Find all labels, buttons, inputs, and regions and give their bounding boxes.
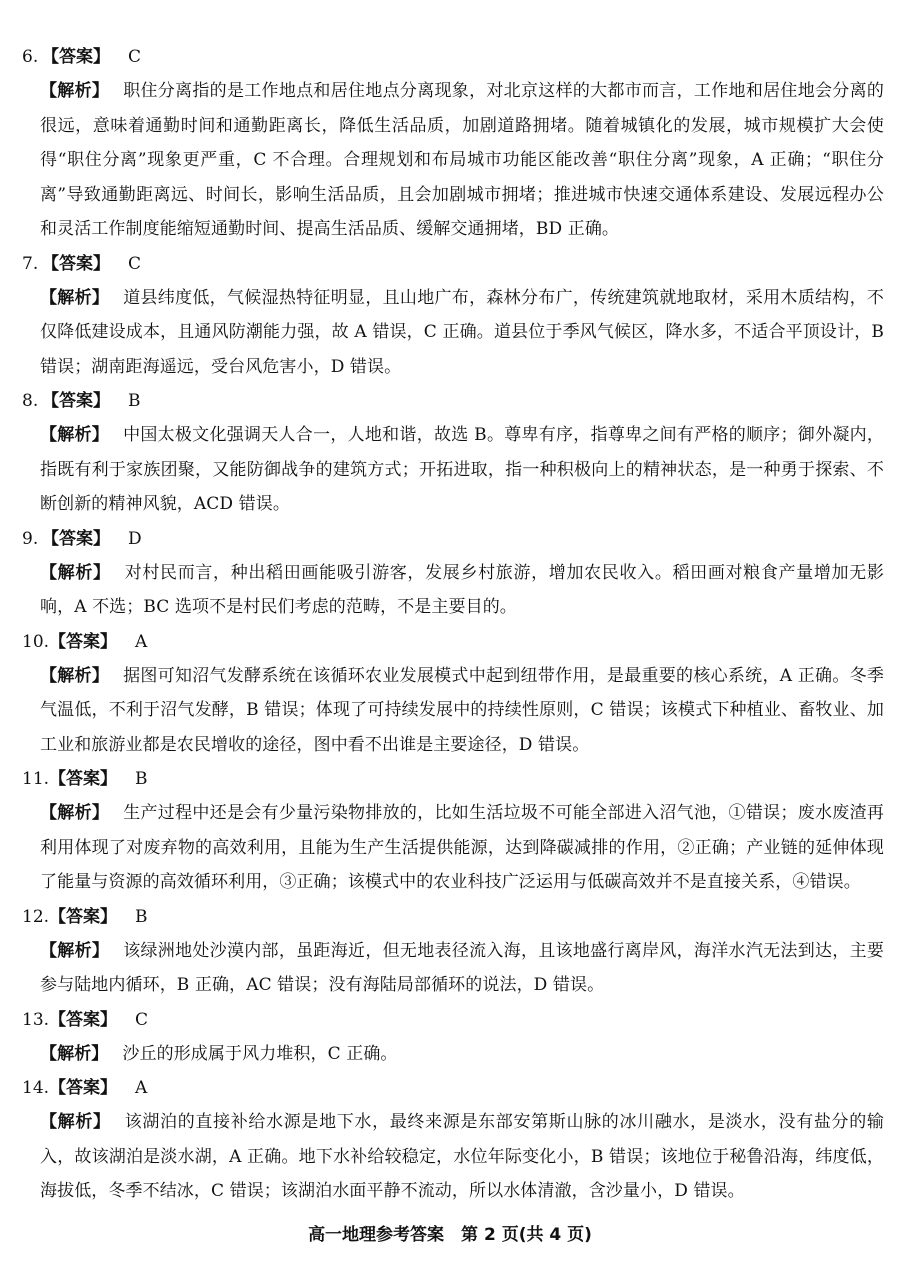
explanation-text: 对村民而言，种出稻田画能吸引游客，发展乡村旅游，增加农民收入。稻田画对粮食产量增加无影响，A 不选；BC 选项不是村民们考虑的范畴，不是主要目的。 (40, 562, 884, 617)
answer-item (22, 247, 884, 385)
explanation (22, 74, 884, 247)
answer-line (22, 900, 884, 934)
answer-item (22, 900, 884, 1003)
answer-value: A (135, 631, 148, 652)
answer-value: C (135, 1009, 149, 1030)
answer-tag: 【答案】 (49, 1009, 118, 1030)
answer-tag: 【答案】 (49, 631, 118, 652)
explanation-text: 道县纬度低，气候湿热特征明显，且山地广布，森林分布广，传统建筑就地取材，采用木质结构，不仅降低建设成本，且通风防潮能力强，故 A 错误，C 正确。道县位于季风气候区，降水多，不适合平顶设计，B 错误；湖南距海遥远，受台风危害小，D 错误。 (40, 287, 884, 377)
explanation (22, 1105, 884, 1209)
answer-tag: 【答案】 (49, 769, 118, 789)
answer-line (22, 522, 884, 556)
item-number: 8. (22, 391, 39, 411)
answer-item (22, 522, 884, 625)
explanation (22, 418, 884, 522)
answer-tag: 【答案】 (42, 253, 110, 274)
answer-line (22, 625, 884, 659)
explanation-text: 沙丘的形成属于风力堆积，C 正确。 (122, 1043, 398, 1064)
explanation (22, 934, 884, 1003)
analysis-tag: 【解析】 (40, 665, 110, 686)
answer-item (22, 762, 884, 900)
item-number: 11. (22, 769, 50, 789)
item-number: 9. (22, 528, 39, 549)
analysis-tag: 【解析】 (40, 1043, 109, 1064)
answer-value: D (128, 528, 142, 549)
analysis-tag: 【解析】 (40, 287, 110, 308)
explanation (22, 556, 884, 625)
answer-value: B (135, 769, 148, 789)
answer-line (22, 40, 884, 74)
answer-value: C (128, 253, 142, 274)
explanation-text: 该湖泊的直接补给水源是地下水，最终来源是东部安第斯山脉的冰川融水，是淡水，没有盐分的输入，故该湖泊是淡水湖，A 正确。地下水补给较稳定，水位年际变化小，B 错误；该地位于秘鲁沿海，纬度低，海拔低，冬季不结冰，C 错误；该湖泊水面平静不流动，所以水体清澈，含沙量小，D 错误。 (40, 1112, 884, 1201)
answer-value: C (128, 47, 142, 67)
answer-item (22, 1003, 884, 1072)
answer-line (22, 247, 884, 281)
explanation-text: 职住分离指的是工作地点和居住地点分离现象，对北京这样的大都市而言，工作地和居住地会分离的很远，意味着通勤时间和通勤距离长，降低生活品质，加剧道路拥堵。随着城镇化的发展，城市规模扩大会使得“职住分离”现象更严重，C 不合理。合理规划和布局城市功能区能改善“职住分离”现象，A 正确；“职住分离”导致通勤距离远、时间长，影响生活品质，且会加剧城市拥堵；推进城市快速交通体系建设、发展远程办公和灵活工作制度能缩短通勤时间、提高生活品质、缓解交通拥堵，BD 正确。 (40, 81, 884, 239)
explanation-text: 中国太极文化强调天人合一，人地和谐，故选 B。尊卑有序，指尊卑之间有严格的顺序；御外凝内，指既有利于家族团聚，又能防御战争的建筑方式；开拓进取，指一种积极向上的精神状态，是一种勇于探索、不断创新的精神风貌，ACD 错误。 (40, 425, 884, 514)
explanation-text: 据图可知沼气发酵系统在该循环农业发展模式中起到纽带作用，是最重要的核心系统，A 正确。冬季气温低，不利于沼气发酵，B 错误；体现了可持续发展中的持续性原则，C 错误；该模式下种植业、畜牧业、加工业和旅游业都是农民增收的途径，图中看不出谁是主要途径，D 错误。 (40, 665, 884, 755)
analysis-tag: 【解析】 (40, 562, 111, 583)
answer-list (22, 40, 884, 1209)
answer-item (22, 1071, 884, 1209)
analysis-tag: 【解析】 (40, 81, 110, 101)
answer-tag: 【答案】 (42, 528, 110, 549)
item-number: 14. (22, 1078, 50, 1098)
analysis-tag: 【解析】 (40, 803, 110, 823)
explanation (22, 281, 884, 385)
page-footer: 高一地理参考答案 第 2 页(共 4 页) (308, 1225, 592, 1245)
explanation (22, 796, 884, 900)
item-number: 10. (22, 631, 50, 652)
answer-item (22, 40, 884, 247)
answer-value: B (135, 906, 148, 927)
explanation-text: 该绿洲地处沙漠内部，虽距海近，但无地表径流入海，且该地盛行离岸风，海洋水汽无法到达，主要参与陆地内循环，B 正确，AC 错误；没有海陆局部循环的说法，D 错误。 (40, 940, 884, 995)
answer-line (22, 1071, 884, 1105)
explanation (22, 1037, 884, 1072)
item-number: 12. (22, 906, 50, 927)
explanation-text: 生产过程中还是会有少量污染物排放的，比如生活垃圾不可能全部进入沼气池，①错误；废水废渣再利用体现了对废弃物的高效利用，且能为生产生活提供能源，达到降碳减排的作用，②正确；产业链的延伸体现了能量与资源的高效循环利用，③正确；该模式中的农业科技广泛运用与低碳高效并不是直接关系，④错误。 (40, 803, 884, 892)
answer-tag: 【答案】 (42, 47, 110, 67)
answer-item (22, 625, 884, 763)
answer-tag: 【答案】 (49, 1078, 118, 1098)
explanation (22, 659, 884, 763)
analysis-tag: 【解析】 (40, 940, 110, 961)
answer-line (22, 1003, 884, 1037)
answer-tag: 【答案】 (42, 391, 110, 411)
item-number: 7. (22, 253, 39, 274)
answer-value: B (128, 391, 141, 411)
answer-tag: 【答案】 (49, 906, 118, 927)
item-number: 6. (22, 47, 39, 67)
analysis-tag: 【解析】 (40, 1112, 111, 1132)
answer-line (22, 384, 884, 418)
answer-line (22, 762, 884, 796)
answer-value: A (135, 1078, 148, 1098)
analysis-tag: 【解析】 (40, 425, 110, 445)
answer-item (22, 384, 884, 522)
item-number: 13. (22, 1009, 50, 1030)
